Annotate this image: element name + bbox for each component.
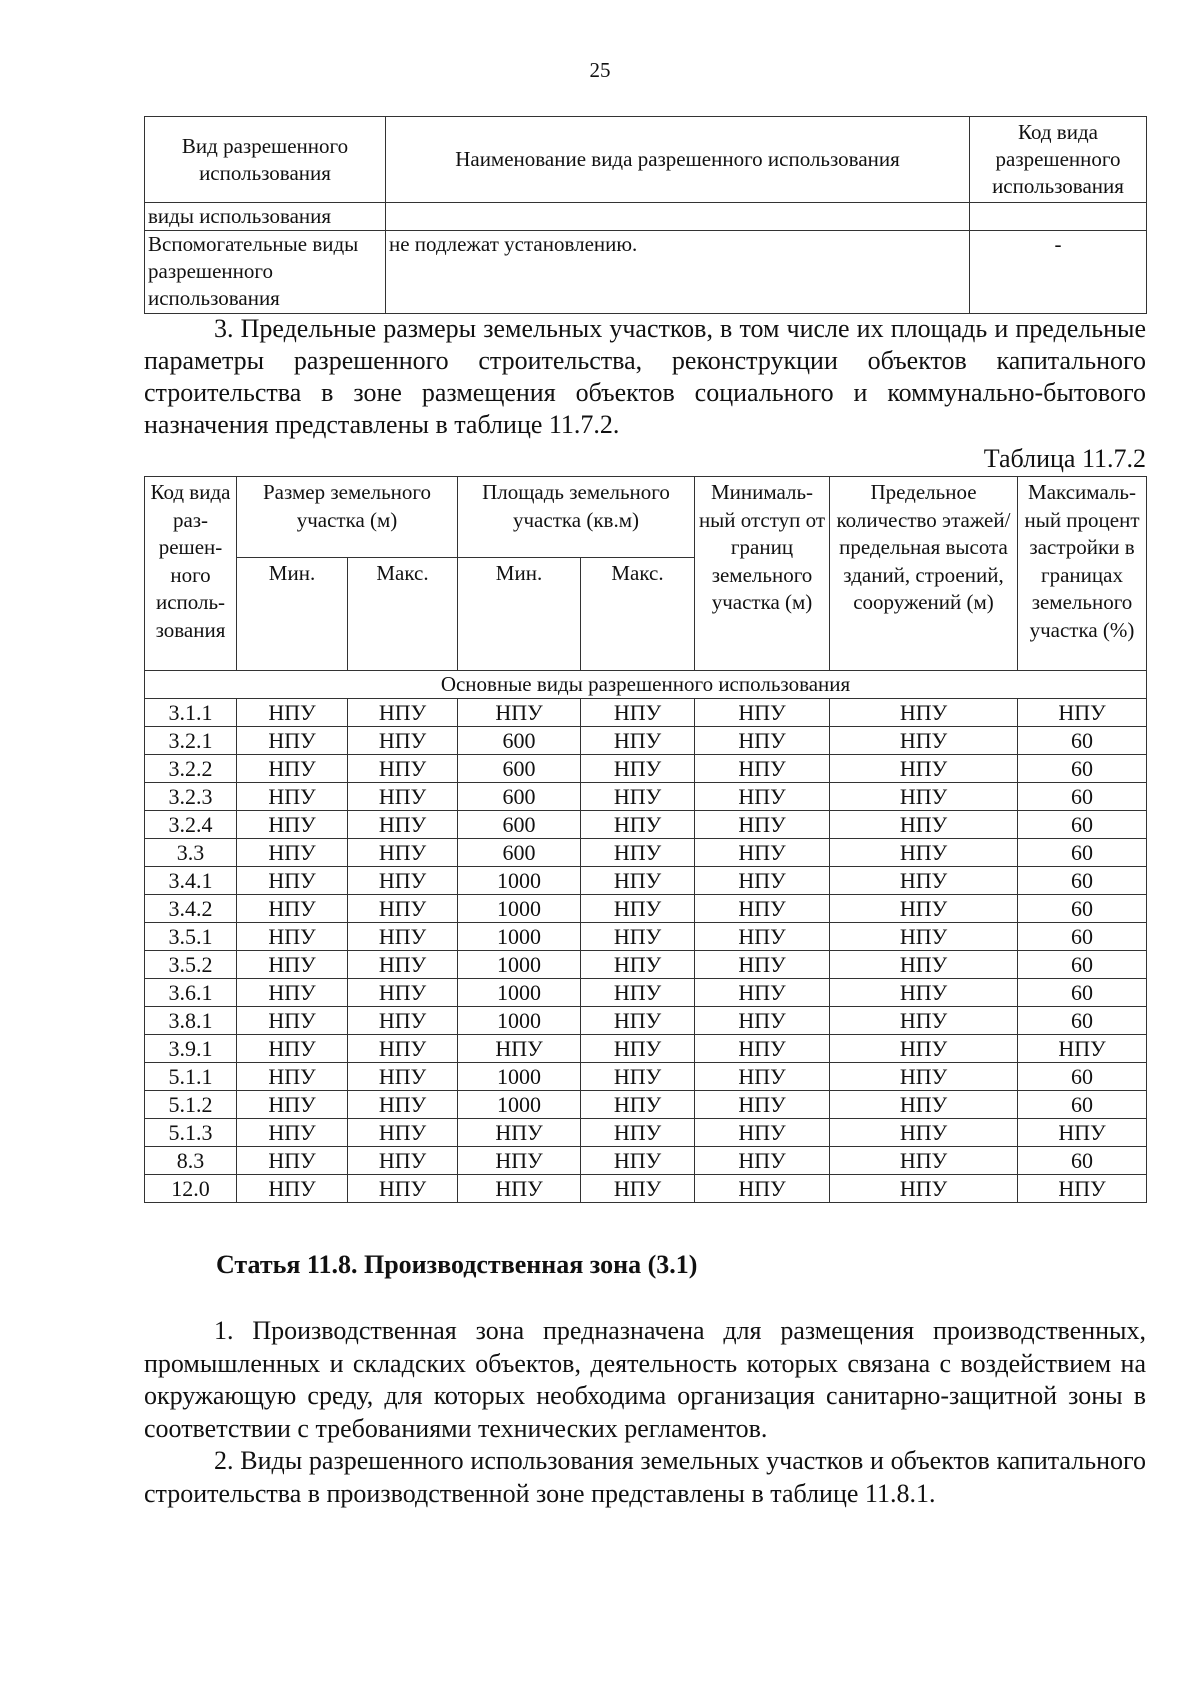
- header-floors: Предельное количество этажей/ предельная высота зданий, строений, сооружений (м): [830, 477, 1018, 671]
- cell-code: 3.2.2: [145, 755, 237, 783]
- cell-size-max: НПУ: [348, 923, 458, 951]
- cell-size-max: НПУ: [348, 1035, 458, 1063]
- cell-floors: НПУ: [830, 923, 1018, 951]
- cell-min-setback: НПУ: [695, 1063, 830, 1091]
- cell-area-max: НПУ: [581, 1147, 695, 1175]
- cell-max-coverage: НПУ: [1018, 1175, 1147, 1203]
- cell-area-min: НПУ: [458, 699, 581, 727]
- cell-max-coverage: НПУ: [1018, 699, 1147, 727]
- cell-max-coverage: 60: [1018, 867, 1147, 895]
- cell-min-setback: НПУ: [695, 1007, 830, 1035]
- cell-code: 12.0: [145, 1175, 237, 1203]
- cell-area-max: НПУ: [581, 895, 695, 923]
- header-max-coverage: Максималь-ный процент застройки в границах земельного участка (%): [1018, 477, 1147, 671]
- cell-code: 3.9.1: [145, 1035, 237, 1063]
- cell-area-min: 600: [458, 811, 581, 839]
- table-row: [145, 783, 1147, 811]
- cell-max-coverage: 60: [1018, 811, 1147, 839]
- cell-size-max: НПУ: [348, 839, 458, 867]
- cell-size-min: НПУ: [237, 1007, 348, 1035]
- cell-use-name: не подлежат установлению.: [386, 231, 970, 314]
- cell-code: 3.4.2: [145, 895, 237, 923]
- section-title: Основные виды разрешенного использования: [145, 671, 1147, 699]
- cell-size-max: НПУ: [348, 895, 458, 923]
- cell-max-coverage: 60: [1018, 1091, 1147, 1119]
- cell-min-setback: НПУ: [695, 1035, 830, 1063]
- header-area-max: Макс.: [581, 558, 695, 671]
- paragraph-text: 3. Предельные размеры земельных участков, в том числе их площадь и предельные параметры разрешенного строительства, реконструкции объектов капитального строительства в зоне размещения объектов социального и коммунально-бытового назначения представлены в таблице 11.7.2.: [144, 314, 1146, 439]
- table-row: [145, 1175, 1147, 1203]
- cell-size-max: НПУ: [348, 755, 458, 783]
- cell-floors: НПУ: [830, 1035, 1018, 1063]
- cell-size-min: НПУ: [237, 1091, 348, 1119]
- table-row: [145, 1035, 1147, 1063]
- cell-max-coverage: 60: [1018, 839, 1147, 867]
- header-use-type: Вид разрешенного использования: [145, 117, 386, 203]
- table-caption: Таблица 11.7.2: [983, 444, 1146, 473]
- cell-use-code: -: [970, 231, 1147, 314]
- header-size-max: Макс.: [348, 558, 458, 671]
- cell-area-max: НПУ: [581, 1091, 695, 1119]
- cell-area-min: 600: [458, 839, 581, 867]
- cell-size-min: НПУ: [237, 867, 348, 895]
- cell-min-setback: НПУ: [695, 867, 830, 895]
- cell-size-min: НПУ: [237, 699, 348, 727]
- cell-code: 5.1.3: [145, 1119, 237, 1147]
- cell-size-max: НПУ: [348, 867, 458, 895]
- cell-max-coverage: 60: [1018, 1063, 1147, 1091]
- cell-use-type: Вспомогательные виды разрешенного использования: [145, 231, 386, 314]
- article-title: Статья 11.8. Производственная зона (3.1): [216, 1250, 698, 1279]
- table-row: [145, 1007, 1147, 1035]
- cell-area-min: 600: [458, 727, 581, 755]
- cell-code: 3.1.1: [145, 699, 237, 727]
- cell-area-min: НПУ: [458, 1119, 581, 1147]
- cell-floors: НПУ: [830, 1175, 1018, 1203]
- cell-size-min: НПУ: [237, 811, 348, 839]
- cell-area-min: 1000: [458, 923, 581, 951]
- cell-area-min: НПУ: [458, 1175, 581, 1203]
- table-row: [145, 203, 1147, 231]
- cell-max-coverage: 60: [1018, 783, 1147, 811]
- cell-size-max: НПУ: [348, 811, 458, 839]
- cell-code: 8.3: [145, 1147, 237, 1175]
- cell-floors: НПУ: [830, 811, 1018, 839]
- header-use-code: Код вида разрешенного использования: [970, 117, 1147, 203]
- cell-min-setback: НПУ: [695, 811, 830, 839]
- cell-area-max: НПУ: [581, 951, 695, 979]
- cell-size-min: НПУ: [237, 895, 348, 923]
- cell-min-setback: НПУ: [695, 755, 830, 783]
- cell-size-min: НПУ: [237, 979, 348, 1007]
- cell-floors: НПУ: [830, 783, 1018, 811]
- cell-size-max: НПУ: [348, 1007, 458, 1035]
- cell-code: 3.2.1: [145, 727, 237, 755]
- cell-size-min: НПУ: [237, 923, 348, 951]
- cell-code: 3.2.4: [145, 811, 237, 839]
- cell-code: 3.2.3: [145, 783, 237, 811]
- cell-use-name: [386, 203, 970, 231]
- table-row: [145, 1147, 1147, 1175]
- cell-area-max: НПУ: [581, 867, 695, 895]
- cell-size-min: НПУ: [237, 1063, 348, 1091]
- cell-size-max: НПУ: [348, 1063, 458, 1091]
- cell-floors: НПУ: [830, 1091, 1018, 1119]
- cell-area-min: 1000: [458, 1063, 581, 1091]
- cell-area-min: 1000: [458, 867, 581, 895]
- cell-max-coverage: 60: [1018, 923, 1147, 951]
- cell-size-max: НПУ: [348, 951, 458, 979]
- cell-area-min: НПУ: [458, 1035, 581, 1063]
- cell-code: 3.4.1: [145, 867, 237, 895]
- cell-code: 3.5.2: [145, 951, 237, 979]
- cell-floors: НПУ: [830, 1007, 1018, 1035]
- header-plot-size: Размер земельного участка (м): [237, 477, 458, 558]
- cell-min-setback: НПУ: [695, 1175, 830, 1203]
- cell-max-coverage: 60: [1018, 1147, 1147, 1175]
- cell-size-min: НПУ: [237, 783, 348, 811]
- cell-floors: НПУ: [830, 1147, 1018, 1175]
- cell-floors: НПУ: [830, 951, 1018, 979]
- cell-min-setback: НПУ: [695, 951, 830, 979]
- cell-area-min: 1000: [458, 951, 581, 979]
- cell-min-setback: НПУ: [695, 895, 830, 923]
- cell-size-max: НПУ: [348, 699, 458, 727]
- cell-size-min: НПУ: [237, 839, 348, 867]
- cell-code: 3.3: [145, 839, 237, 867]
- header-use-name: Наименование вида разрешенного использования: [386, 117, 970, 203]
- cell-size-max: НПУ: [348, 1147, 458, 1175]
- header-size-min: Мин.: [237, 558, 348, 671]
- cell-area-min: 1000: [458, 895, 581, 923]
- cell-size-min: НПУ: [237, 1035, 348, 1063]
- cell-area-max: НПУ: [581, 1175, 695, 1203]
- cell-floors: НПУ: [830, 755, 1018, 783]
- cell-code: 5.1.1: [145, 1063, 237, 1091]
- article-body: [144, 1315, 1146, 1510]
- table-row: [145, 1091, 1147, 1119]
- cell-area-max: НПУ: [581, 979, 695, 1007]
- cell-code: 3.6.1: [145, 979, 237, 1007]
- cell-floors: НПУ: [830, 867, 1018, 895]
- cell-area-max: НПУ: [581, 839, 695, 867]
- cell-min-setback: НПУ: [695, 783, 830, 811]
- cell-size-max: НПУ: [348, 979, 458, 1007]
- cell-min-setback: НПУ: [695, 1091, 830, 1119]
- table-row: [145, 811, 1147, 839]
- cell-min-setback: НПУ: [695, 727, 830, 755]
- cell-max-coverage: 60: [1018, 951, 1147, 979]
- table-row: [145, 923, 1147, 951]
- cell-area-max: НПУ: [581, 699, 695, 727]
- cell-area-min: 1000: [458, 1007, 581, 1035]
- cell-size-max: НПУ: [348, 1175, 458, 1203]
- header-plot-area: Площадь земельного участка (кв.м): [458, 477, 695, 558]
- cell-use-code: [970, 203, 1147, 231]
- cell-size-max: НПУ: [348, 727, 458, 755]
- cell-area-max: НПУ: [581, 1063, 695, 1091]
- header-area-min: Мин.: [458, 558, 581, 671]
- table-row: [145, 727, 1147, 755]
- cell-size-min: НПУ: [237, 1147, 348, 1175]
- table-section-row: [145, 671, 1147, 699]
- table-row: [145, 1119, 1147, 1147]
- table-header-row: [145, 477, 1147, 558]
- cell-size-max: НПУ: [348, 1091, 458, 1119]
- cell-max-coverage: НПУ: [1018, 1035, 1147, 1063]
- cell-size-min: НПУ: [237, 1119, 348, 1147]
- plot-parameters-table: [144, 476, 1146, 1203]
- paragraph-3: [144, 313, 1146, 441]
- table-row: [145, 951, 1147, 979]
- cell-min-setback: НПУ: [695, 1119, 830, 1147]
- cell-area-max: НПУ: [581, 1007, 695, 1035]
- cell-floors: НПУ: [830, 1119, 1018, 1147]
- cell-area-max: НПУ: [581, 811, 695, 839]
- cell-size-max: НПУ: [348, 783, 458, 811]
- header-min-setback: Минималь-ный отступ от границ земельного участка (м): [695, 477, 830, 671]
- cell-max-coverage: НПУ: [1018, 1119, 1147, 1147]
- cell-size-min: НПУ: [237, 1175, 348, 1203]
- cell-size-max: НПУ: [348, 1119, 458, 1147]
- table-row: [145, 979, 1147, 1007]
- cell-size-min: НПУ: [237, 727, 348, 755]
- cell-area-max: НПУ: [581, 755, 695, 783]
- table-row: [145, 867, 1147, 895]
- cell-size-min: НПУ: [237, 951, 348, 979]
- table-row: [145, 755, 1147, 783]
- cell-area-max: НПУ: [581, 783, 695, 811]
- permitted-use-table: [144, 116, 1146, 314]
- cell-min-setback: НПУ: [695, 923, 830, 951]
- cell-floors: НПУ: [830, 895, 1018, 923]
- cell-floors: НПУ: [830, 839, 1018, 867]
- cell-code: 3.8.1: [145, 1007, 237, 1035]
- cell-floors: НПУ: [830, 727, 1018, 755]
- article-paragraph-1: 1. Производственная зона предназначена для размещения производственных, промышленных и складских объектов, деятельность которых связана с воздействием на окружающую среду, для которых необходима организация санитарно-защитной зоны в соответствии с требованиями технических регламентов.: [144, 1316, 1146, 1443]
- table-header-row: [145, 117, 1147, 203]
- cell-min-setback: НПУ: [695, 839, 830, 867]
- cell-max-coverage: 60: [1018, 755, 1147, 783]
- cell-floors: НПУ: [830, 979, 1018, 1007]
- cell-floors: НПУ: [830, 699, 1018, 727]
- cell-area-max: НПУ: [581, 923, 695, 951]
- cell-code: 5.1.2: [145, 1091, 237, 1119]
- cell-max-coverage: 60: [1018, 727, 1147, 755]
- table-row: [145, 839, 1147, 867]
- table-row: [145, 231, 1147, 314]
- page-number: 25: [589, 58, 611, 82]
- cell-area-max: НПУ: [581, 1035, 695, 1063]
- cell-max-coverage: 60: [1018, 1007, 1147, 1035]
- article-paragraph-2: 2. Виды разрешенного использования земельных участков и объектов капитального строительства в производственной зоне представлены в таблице 11.8.1.: [144, 1446, 1146, 1508]
- cell-size-min: НПУ: [237, 755, 348, 783]
- cell-use-type: виды использования: [145, 203, 386, 231]
- cell-area-min: 600: [458, 783, 581, 811]
- cell-area-min: НПУ: [458, 1147, 581, 1175]
- table-row: [145, 1063, 1147, 1091]
- cell-max-coverage: 60: [1018, 979, 1147, 1007]
- cell-max-coverage: 60: [1018, 895, 1147, 923]
- header-code: Код вида раз-решен-ного исполь-зования: [145, 477, 237, 671]
- cell-min-setback: НПУ: [695, 1147, 830, 1175]
- cell-area-max: НПУ: [581, 727, 695, 755]
- cell-area-min: 1000: [458, 979, 581, 1007]
- cell-area-min: 1000: [458, 1091, 581, 1119]
- cell-area-min: 600: [458, 755, 581, 783]
- table-row: [145, 699, 1147, 727]
- cell-min-setback: НПУ: [695, 699, 830, 727]
- cell-code: 3.5.1: [145, 923, 237, 951]
- cell-floors: НПУ: [830, 1063, 1018, 1091]
- cell-min-setback: НПУ: [695, 979, 830, 1007]
- table-row: [145, 895, 1147, 923]
- cell-area-max: НПУ: [581, 1119, 695, 1147]
